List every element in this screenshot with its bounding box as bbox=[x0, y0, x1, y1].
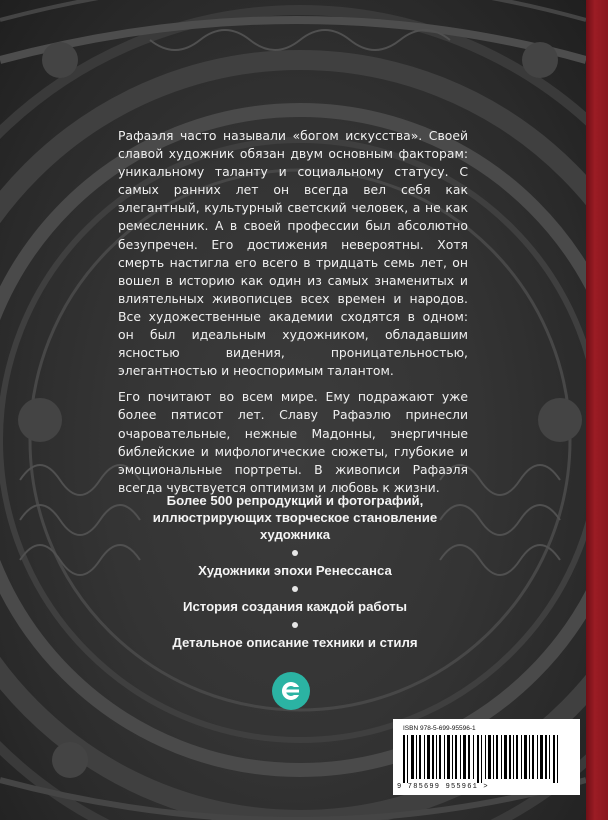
feature-item: Детальное описание техники и стиля bbox=[172, 635, 418, 650]
description-text bbox=[118, 127, 468, 505]
bullet-dot-icon bbox=[292, 586, 298, 592]
feature-item: Более 500 репродукций и фотографий, иллюстрирующих творческое становление художника bbox=[152, 493, 438, 542]
barcode-digits: 9 785699 955961 > bbox=[397, 783, 489, 791]
feature-item: История создания каждой работы bbox=[182, 599, 408, 614]
eksmo-logo-icon bbox=[272, 672, 310, 710]
description-paragraph-2: Его почитают во всем мире. Ему подражают уже более пятисот лет. Славу Рафаэлю принесли очаровательные, нежные Мадонны, энергичные библейские и мифологические сюжеты, глубокие и эмоциональные портреты. В живописи Рафаэля всегда чувствуется оптимизм и любовь к жизни. bbox=[118, 389, 468, 495]
feature-list bbox=[130, 492, 460, 651]
isbn-label: ISBN 978-5-699-95596-1 bbox=[403, 725, 476, 732]
bullet-dot-icon bbox=[292, 550, 298, 556]
red-spine-strip bbox=[586, 0, 608, 820]
bullet-dot-icon bbox=[292, 622, 298, 628]
description-paragraph-1: Рафаэля часто называли «богом искусства». Своей славой художник обязан двум основным факторам: уникальному таланту и социальному статусу. С самых ранних лет он всегда вел себя как элегантный, культурный светский человек, а не как ремесленник. А в своей профессии был абсолютно безупречен. Его достижения невероятны. Хотя смерть настигла его всего в тридцать семь лет, он вошел в историю как один из самых знаменитых и влиятельных живописцев всех времен и народов. Все художественные академии сходятся в одном: он был идеальным художником, обладавшим ясностью видения, проницательностью, элегантностью и неоспоримым талантом. bbox=[118, 128, 468, 379]
barcode-bars bbox=[403, 735, 571, 783]
isbn-barcode bbox=[393, 719, 580, 795]
feature-item: Художники эпохи Ренессанса bbox=[198, 563, 392, 578]
